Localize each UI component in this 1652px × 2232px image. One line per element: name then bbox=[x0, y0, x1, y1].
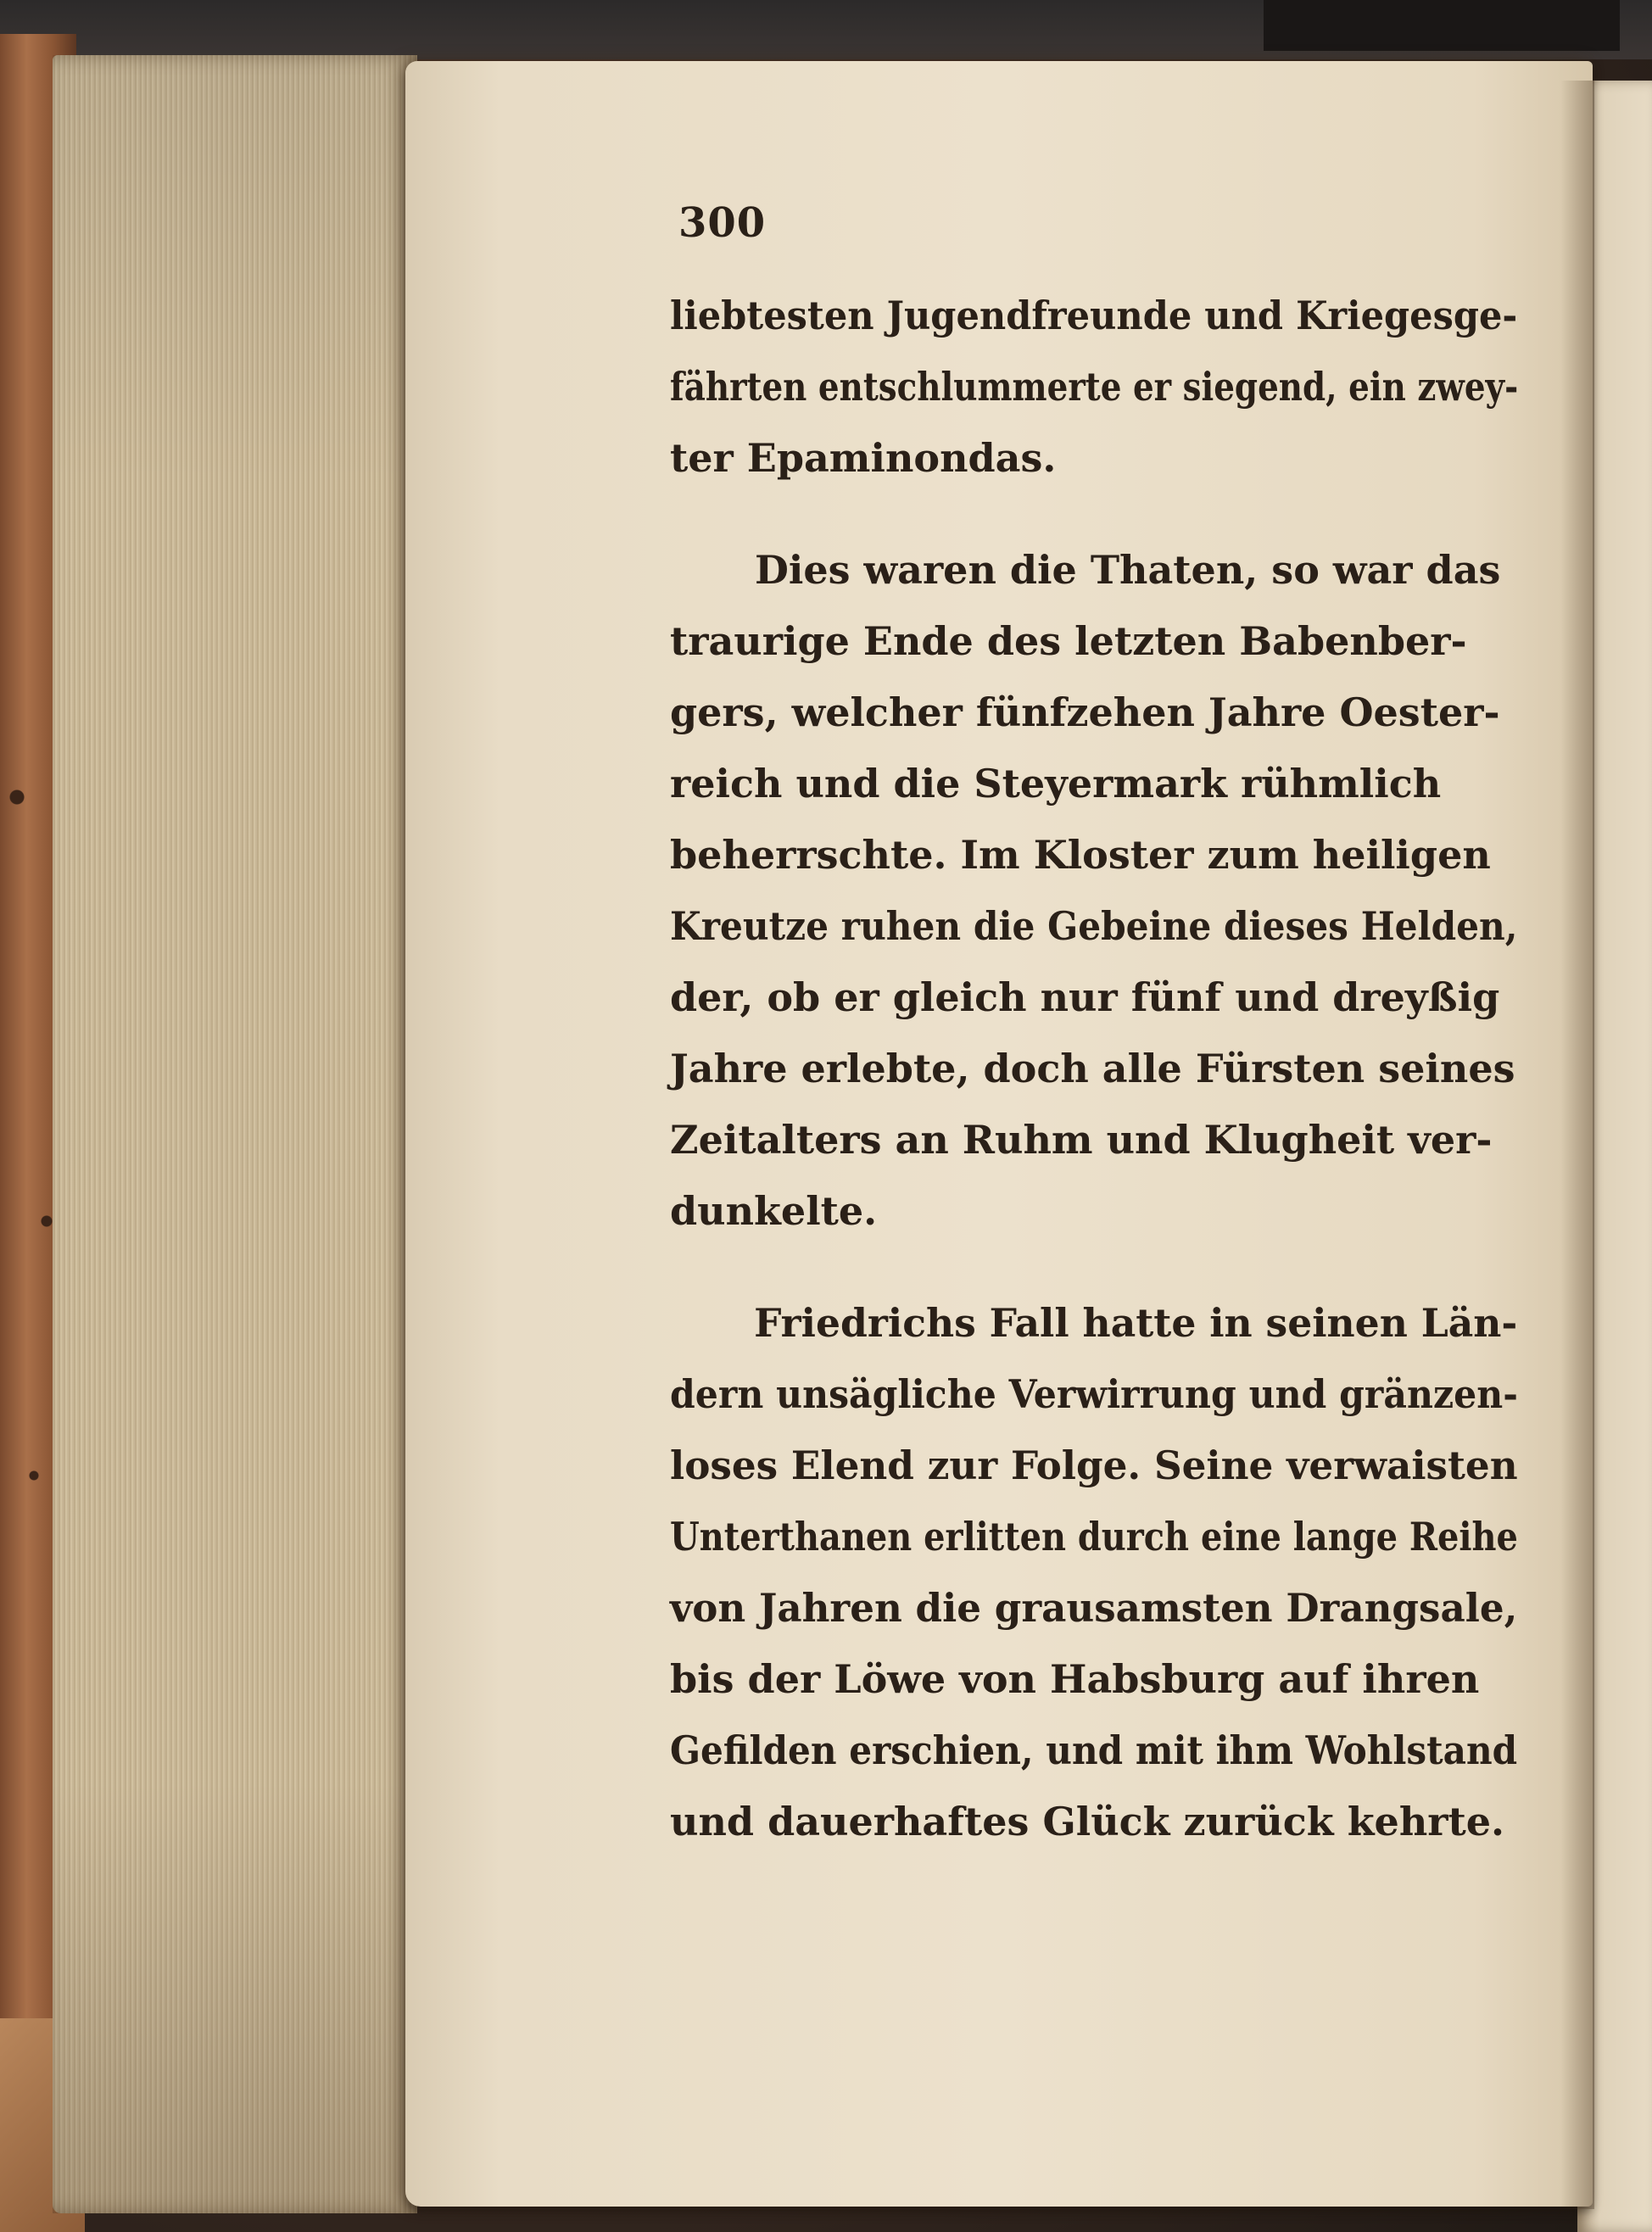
text-line: von Jahren die grausamsten Drangsale, bbox=[670, 1585, 1518, 1631]
paragraph-gap bbox=[670, 494, 1518, 534]
text-line: liebtesten Jugendfreunde und Kriegesge- bbox=[670, 293, 1518, 338]
text-line: Friedrichs Fall hatte in seinen Län- bbox=[754, 1300, 1518, 1346]
page-edges bbox=[53, 55, 417, 2213]
text-line: dunkelte. bbox=[670, 1188, 878, 1234]
page-number: 300 bbox=[678, 199, 767, 247]
text-line: Dies waren die Thaten, so war das bbox=[755, 547, 1501, 593]
paragraph-1 bbox=[670, 280, 1518, 494]
paragraph-gap bbox=[670, 1247, 1518, 1287]
text-line: fährten entschlummerte er siegend, ein zwey- bbox=[670, 364, 1519, 410]
text-line: Kreutze ruhen die Gebeine dieses Helden, bbox=[670, 903, 1518, 949]
text-line: gers, welcher fünfzehen Jahre Oester- bbox=[670, 689, 1500, 735]
text-line: dern unsägliche Verwirrung und gränzen- bbox=[670, 1371, 1518, 1417]
text-line: ter Epaminondas. bbox=[670, 435, 1057, 481]
text-line: traurige Ende des letzten Babenber- bbox=[670, 618, 1467, 664]
gutter-shadow bbox=[1560, 81, 1594, 2209]
text-line: reich und die Steyermark rühmlich bbox=[670, 761, 1442, 806]
paragraph-3 bbox=[670, 1287, 1518, 1857]
text-line: Unterthanen erlitten durch eine lange Reihe bbox=[670, 1514, 1518, 1560]
text-line: Jahre erlebte, doch alle Fürsten seines bbox=[670, 1046, 1515, 1091]
page-text bbox=[670, 280, 1518, 1857]
text-line: Gefilden erschien, und mit ihm Wohlstand bbox=[670, 1727, 1518, 1773]
text-line: der, ob er gleich nur fünf und dreyßig bbox=[670, 974, 1500, 1020]
text-line: loses Elend zur Folge. Seine verwaisten bbox=[670, 1442, 1518, 1488]
text-line: Zeitalters an Ruhm und Klugheit ver- bbox=[670, 1117, 1493, 1163]
text-line: beherrschte. Im Kloster zum heiligen bbox=[670, 832, 1491, 878]
text-line: und dauerhaftes Glück zurück kehrte. bbox=[670, 1799, 1505, 1844]
backdrop-shadow bbox=[1264, 0, 1620, 51]
text-line: bis der Löwe von Habsburg auf ihren bbox=[670, 1656, 1480, 1702]
paragraph-2 bbox=[670, 534, 1518, 1247]
